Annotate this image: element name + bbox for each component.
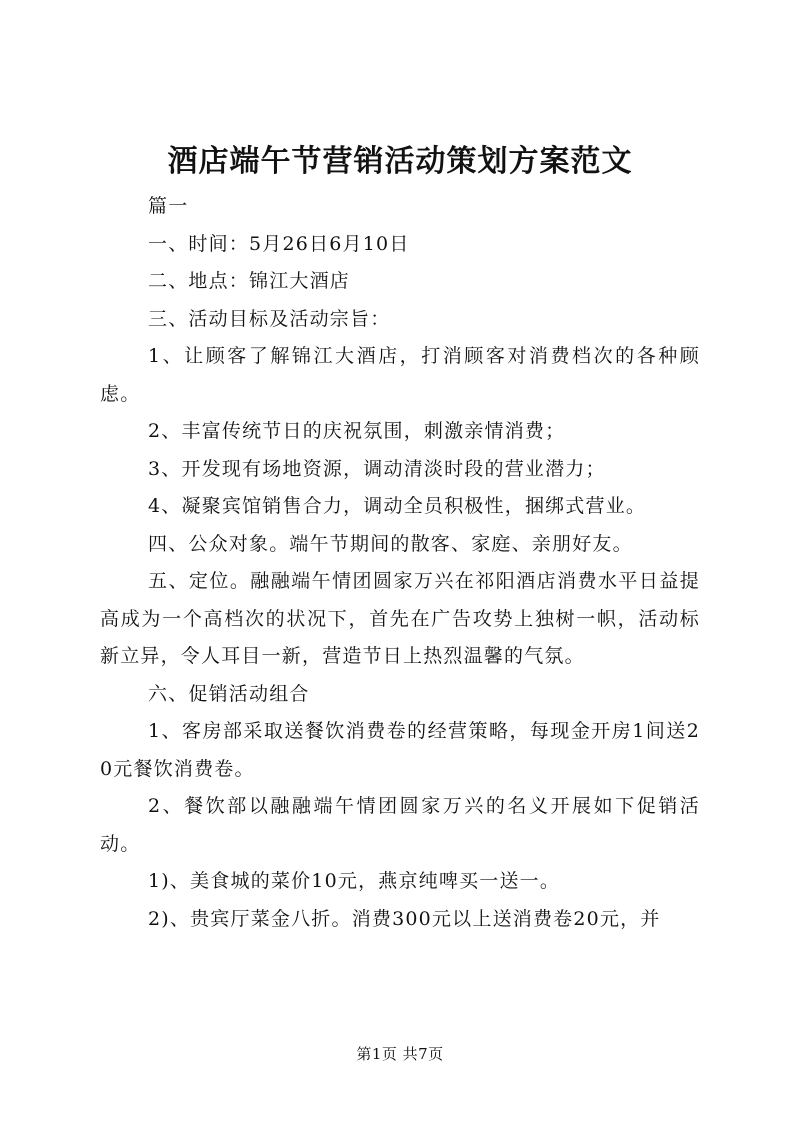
paragraph: 2、丰富传统节日的庆祝氛围，刺激亲情消费； bbox=[148, 420, 566, 442]
paragraph: 二、地点：锦江大酒店 bbox=[148, 270, 351, 292]
paragraph: 篇一 bbox=[148, 195, 189, 217]
paragraph: 2)、贵宾厅菜金八折。消费300元以上送消费卷20元，并 bbox=[148, 907, 661, 930]
page-number-footer: 第1页 共7页 bbox=[356, 1045, 444, 1063]
paragraph: 3、开发现有场地资源，调动清淡时段的营业潜力； bbox=[148, 457, 606, 480]
document-body bbox=[100, 188, 700, 938]
paragraph: 六、促销活动组合 bbox=[148, 682, 310, 705]
paragraph: 1、客房部采取送餐饮消费卷的经营策略，每现金开房1间送20元餐饮消费卷。 bbox=[100, 720, 700, 780]
document-title: 酒店端午节营销活动策划方案范文 bbox=[167, 144, 633, 179]
paragraph: 一、时间：5月26日6月10日 bbox=[148, 232, 410, 255]
paragraph: 4、凝聚宾馆销售合力，调动全员积极性，捆绑式营业。 bbox=[148, 495, 647, 517]
paragraph: 2、餐饮部以融融端午情团圆家万兴的名义开展如下促销活动。 bbox=[100, 795, 700, 855]
paragraph: 1、让顾客了解锦江大酒店，打消顾客对消费档次的各种顾虑。 bbox=[100, 345, 700, 405]
paragraph: 五、定位。融融端午情团圆家万兴在祁阳酒店消费水平日益提高成为一个高档次的状况下，首先在广告攻势上独树一帜，活动标新立异，令人耳目一新，营造节日上热烈温馨的气氛。 bbox=[100, 570, 700, 667]
paragraph: 1)、美食城的菜价10元，燕京纯啤买一送一。 bbox=[148, 870, 561, 892]
paragraph: 三、活动目标及活动宗旨： bbox=[148, 307, 391, 330]
paragraph: 四、公众对象。端午节期间的散客、家庭、亲朋好友。 bbox=[148, 532, 633, 555]
